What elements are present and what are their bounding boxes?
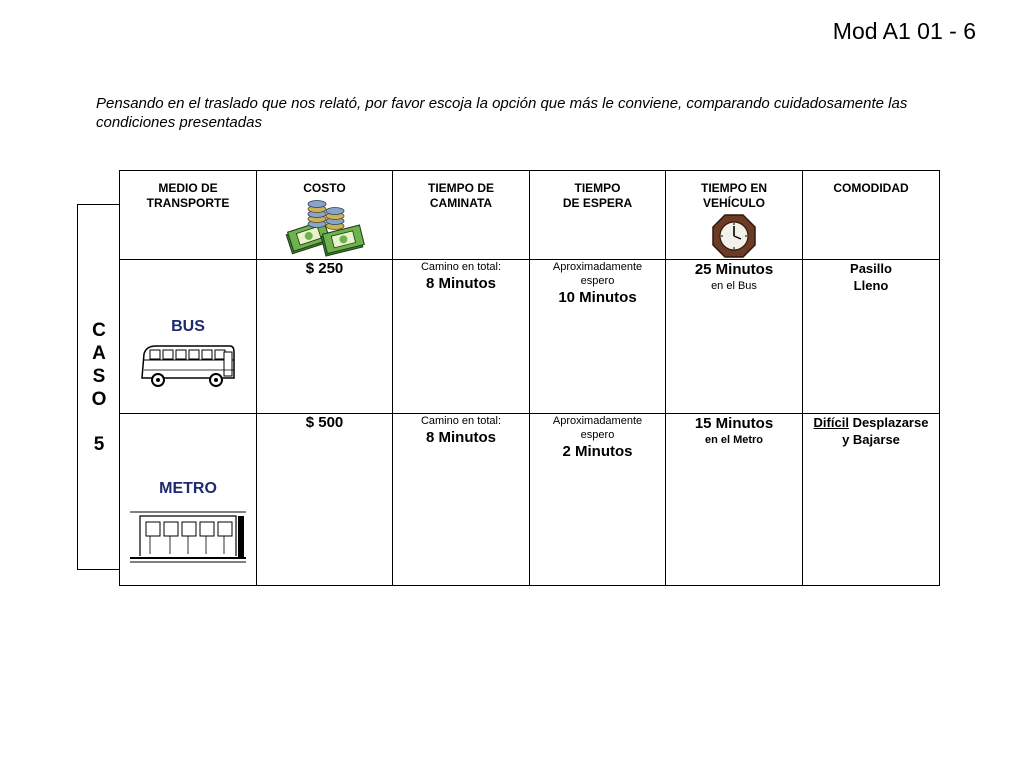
bus-comfort-cell: Pasillo Lleno xyxy=(803,260,940,414)
caso-side-label xyxy=(77,204,119,570)
bus-walk-cell: Camino en total: 8 Minutos xyxy=(393,260,530,414)
bus-cost-cell: $ 250 xyxy=(257,260,393,414)
table-row-bus xyxy=(120,260,940,414)
metro-mode-cell xyxy=(120,414,257,586)
clock-icon xyxy=(711,213,757,259)
caso-letter-s: S xyxy=(92,366,106,387)
bus-wait-cell: Aproximadamente espero 10 Minutos xyxy=(530,260,666,414)
bus-icon xyxy=(138,340,238,390)
table-header-row xyxy=(120,171,940,260)
caso-letter-a: A xyxy=(92,343,106,364)
comfort-rest-word: Desplazarse xyxy=(852,415,929,430)
metro-label: METRO xyxy=(159,480,217,497)
caso-letter-c: C xyxy=(92,320,106,341)
metro-cost-cell: $ 500 xyxy=(257,414,393,586)
comfort-underlined-word: Difícil xyxy=(813,415,849,430)
comparison-table xyxy=(119,170,940,586)
metro-vehicle-cell: 15 Minutos en el Metro xyxy=(666,414,803,586)
metro-walk-cell: Camino en total: 8 Minutos xyxy=(393,414,530,586)
metro-icon xyxy=(128,506,248,566)
metro-comfort-cell: Difícil Desplazarse y Bajarse xyxy=(803,414,940,586)
header-walk-time: TIEMPO DE CAMINATA xyxy=(393,171,530,260)
money-icon xyxy=(285,196,365,258)
caso-letter-o: O xyxy=(91,389,107,410)
metro-wait-cell: Aproximadamente espero 2 Minutos xyxy=(530,414,666,586)
table-row-metro xyxy=(120,414,940,586)
header-wait-time: TIEMPO DE ESPERA xyxy=(530,171,666,260)
bus-label: BUS xyxy=(171,318,205,335)
caso-number: 5 xyxy=(93,434,105,455)
header-cost: COSTO xyxy=(257,171,393,260)
bus-mode-cell xyxy=(120,260,257,414)
header-vehicle-time: TIEMPO EN VEHÍCULO xyxy=(666,171,803,260)
instructions-text: Pensando en el traslado que nos relató, por favor escoja la opción que más le conviene, comparando cuidadosamente las condiciones presentadas xyxy=(96,95,908,131)
header-comfort: COMODIDAD xyxy=(803,171,940,260)
slide-title: Mod A1 01 - 6 xyxy=(832,18,976,44)
bus-vehicle-cell: 25 Minutos en el Bus xyxy=(666,260,803,414)
header-transport: MEDIO DE TRANSPORTE xyxy=(120,171,257,260)
